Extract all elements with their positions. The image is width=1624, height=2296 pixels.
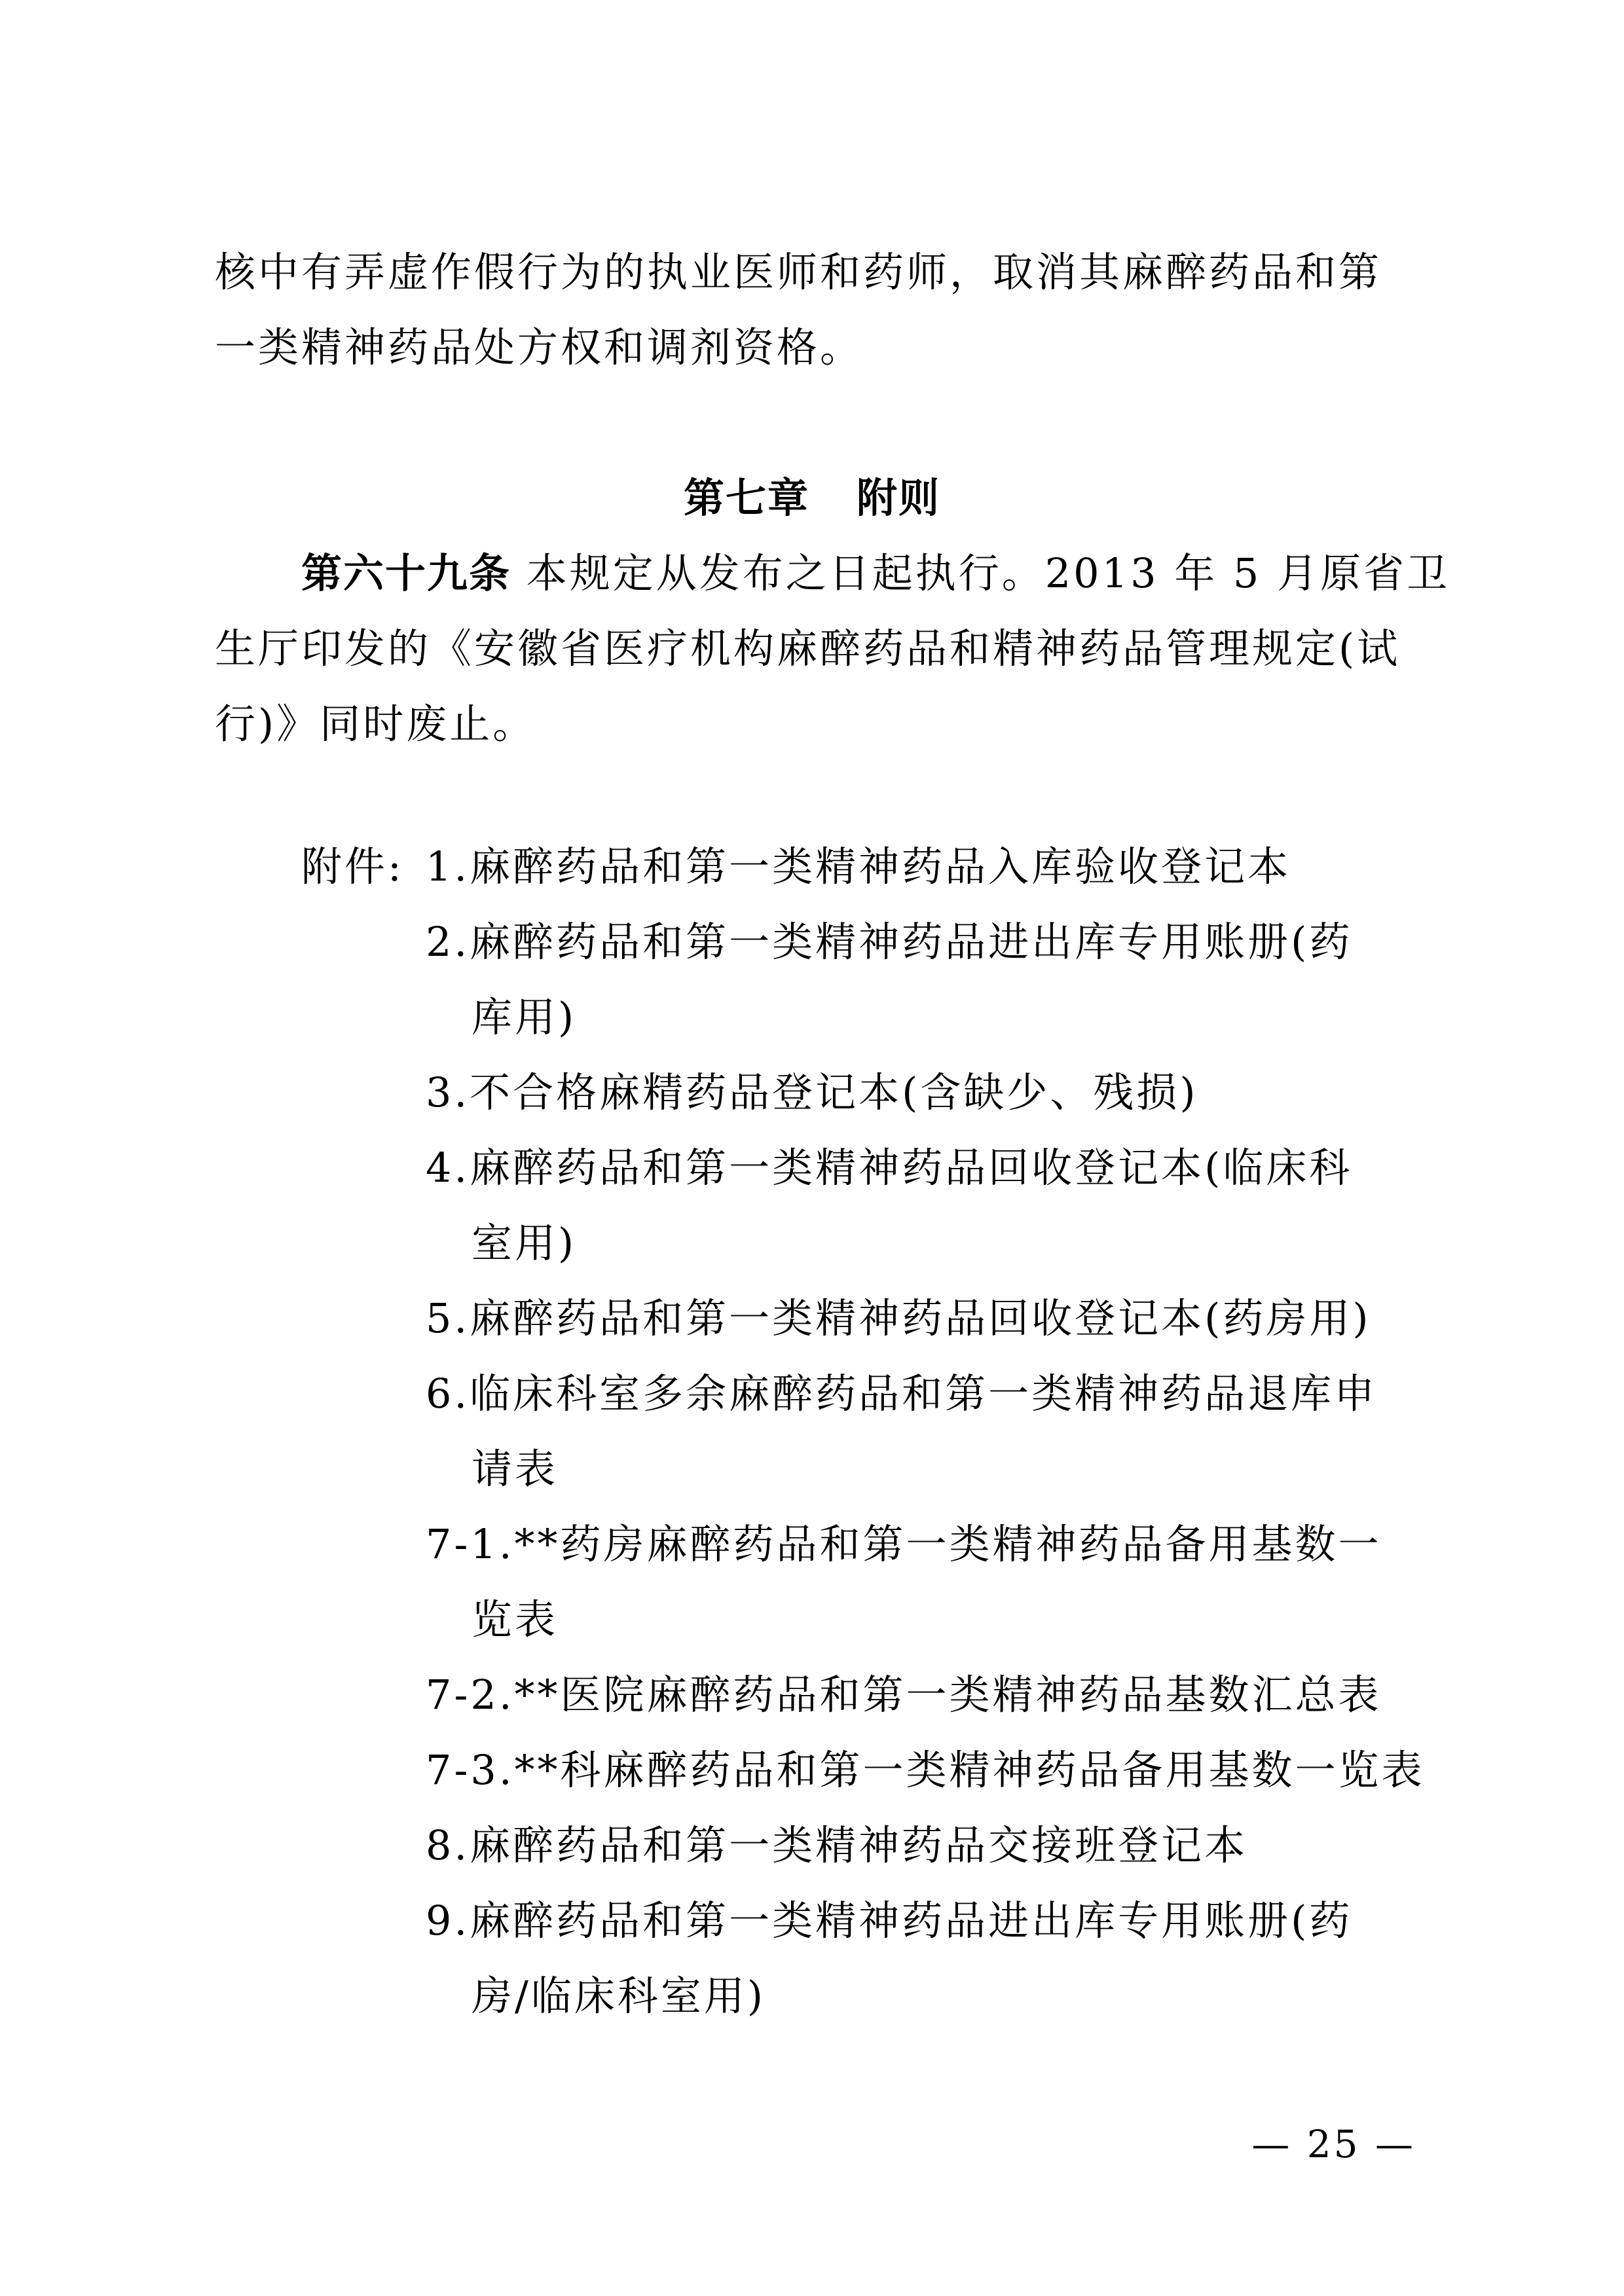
attachment-item: 8.麻醉药品和第一类精神药品交接班登记本 [426,1821,1248,1869]
chapter-title: 附则 [857,474,941,522]
attachment-item-continued: 室用) [471,1219,577,1267]
attachment-item: 5.麻醉药品和第一类精神药品回收登记本(药房用) [426,1294,1371,1342]
attachment-item-continued: 房/临床科室用) [471,1972,766,2020]
article-line: 生厅印发的《安徽省医疗机构麻醉药品和精神药品管理规定(试 [215,625,1401,672]
attachment-item: 2.麻醉药品和第一类精神药品进出库专用账册(药 [426,918,1353,966]
attachment-item: 4.麻醉药品和第一类精神药品回收登记本(临床科 [426,1144,1353,1192]
article-label: 第六十九条 [301,549,511,597]
article-line [301,537,1480,610]
attachment-item-continued: 库用) [471,993,577,1041]
attachment-item: 9.麻醉药品和第一类精神药品进出库专用账册(药 [426,1897,1353,1944]
attachment-item: 7-1.**药房麻醉药品和第一类精神药品备用基数一 [426,1520,1382,1568]
attachment-item-continued: 览表 [471,1595,559,1643]
attachment-item: 7-3.**科麻醉药品和第一类精神药品备用基数一览表 [426,1746,1425,1794]
article-text: 本规定从发布之日起执行。2013 年 5 月原省卫 [511,549,1450,597]
chapter-number: 第七章 [683,474,809,522]
attachment-item: 3.不合格麻精药品登记本(含缺少、残损) [426,1068,1198,1116]
paragraph-line: 核中有弄虚作假行为的执业医师和药师，取消其麻醉药品和第 [215,248,1382,296]
article-line: 行)》同时废止。 [215,700,536,748]
attachments-label: 附件: [301,843,404,890]
page-number: — 25 — [1251,2122,1416,2166]
attachment-item: 1.麻醉药品和第一类精神药品入库验收登记本 [426,843,1291,890]
chapter-heading [0,462,1624,535]
attachment-item: 7-2.**医院麻醉药品和第一类精神药品基数汇总表 [426,1671,1382,1719]
attachment-item-continued: 请表 [471,1445,559,1493]
paragraph-line: 一类精神药品处方权和调剂资格。 [215,323,864,371]
attachment-item: 6.临床科室多余麻醉药品和第一类精神药品退库申 [426,1370,1378,1417]
